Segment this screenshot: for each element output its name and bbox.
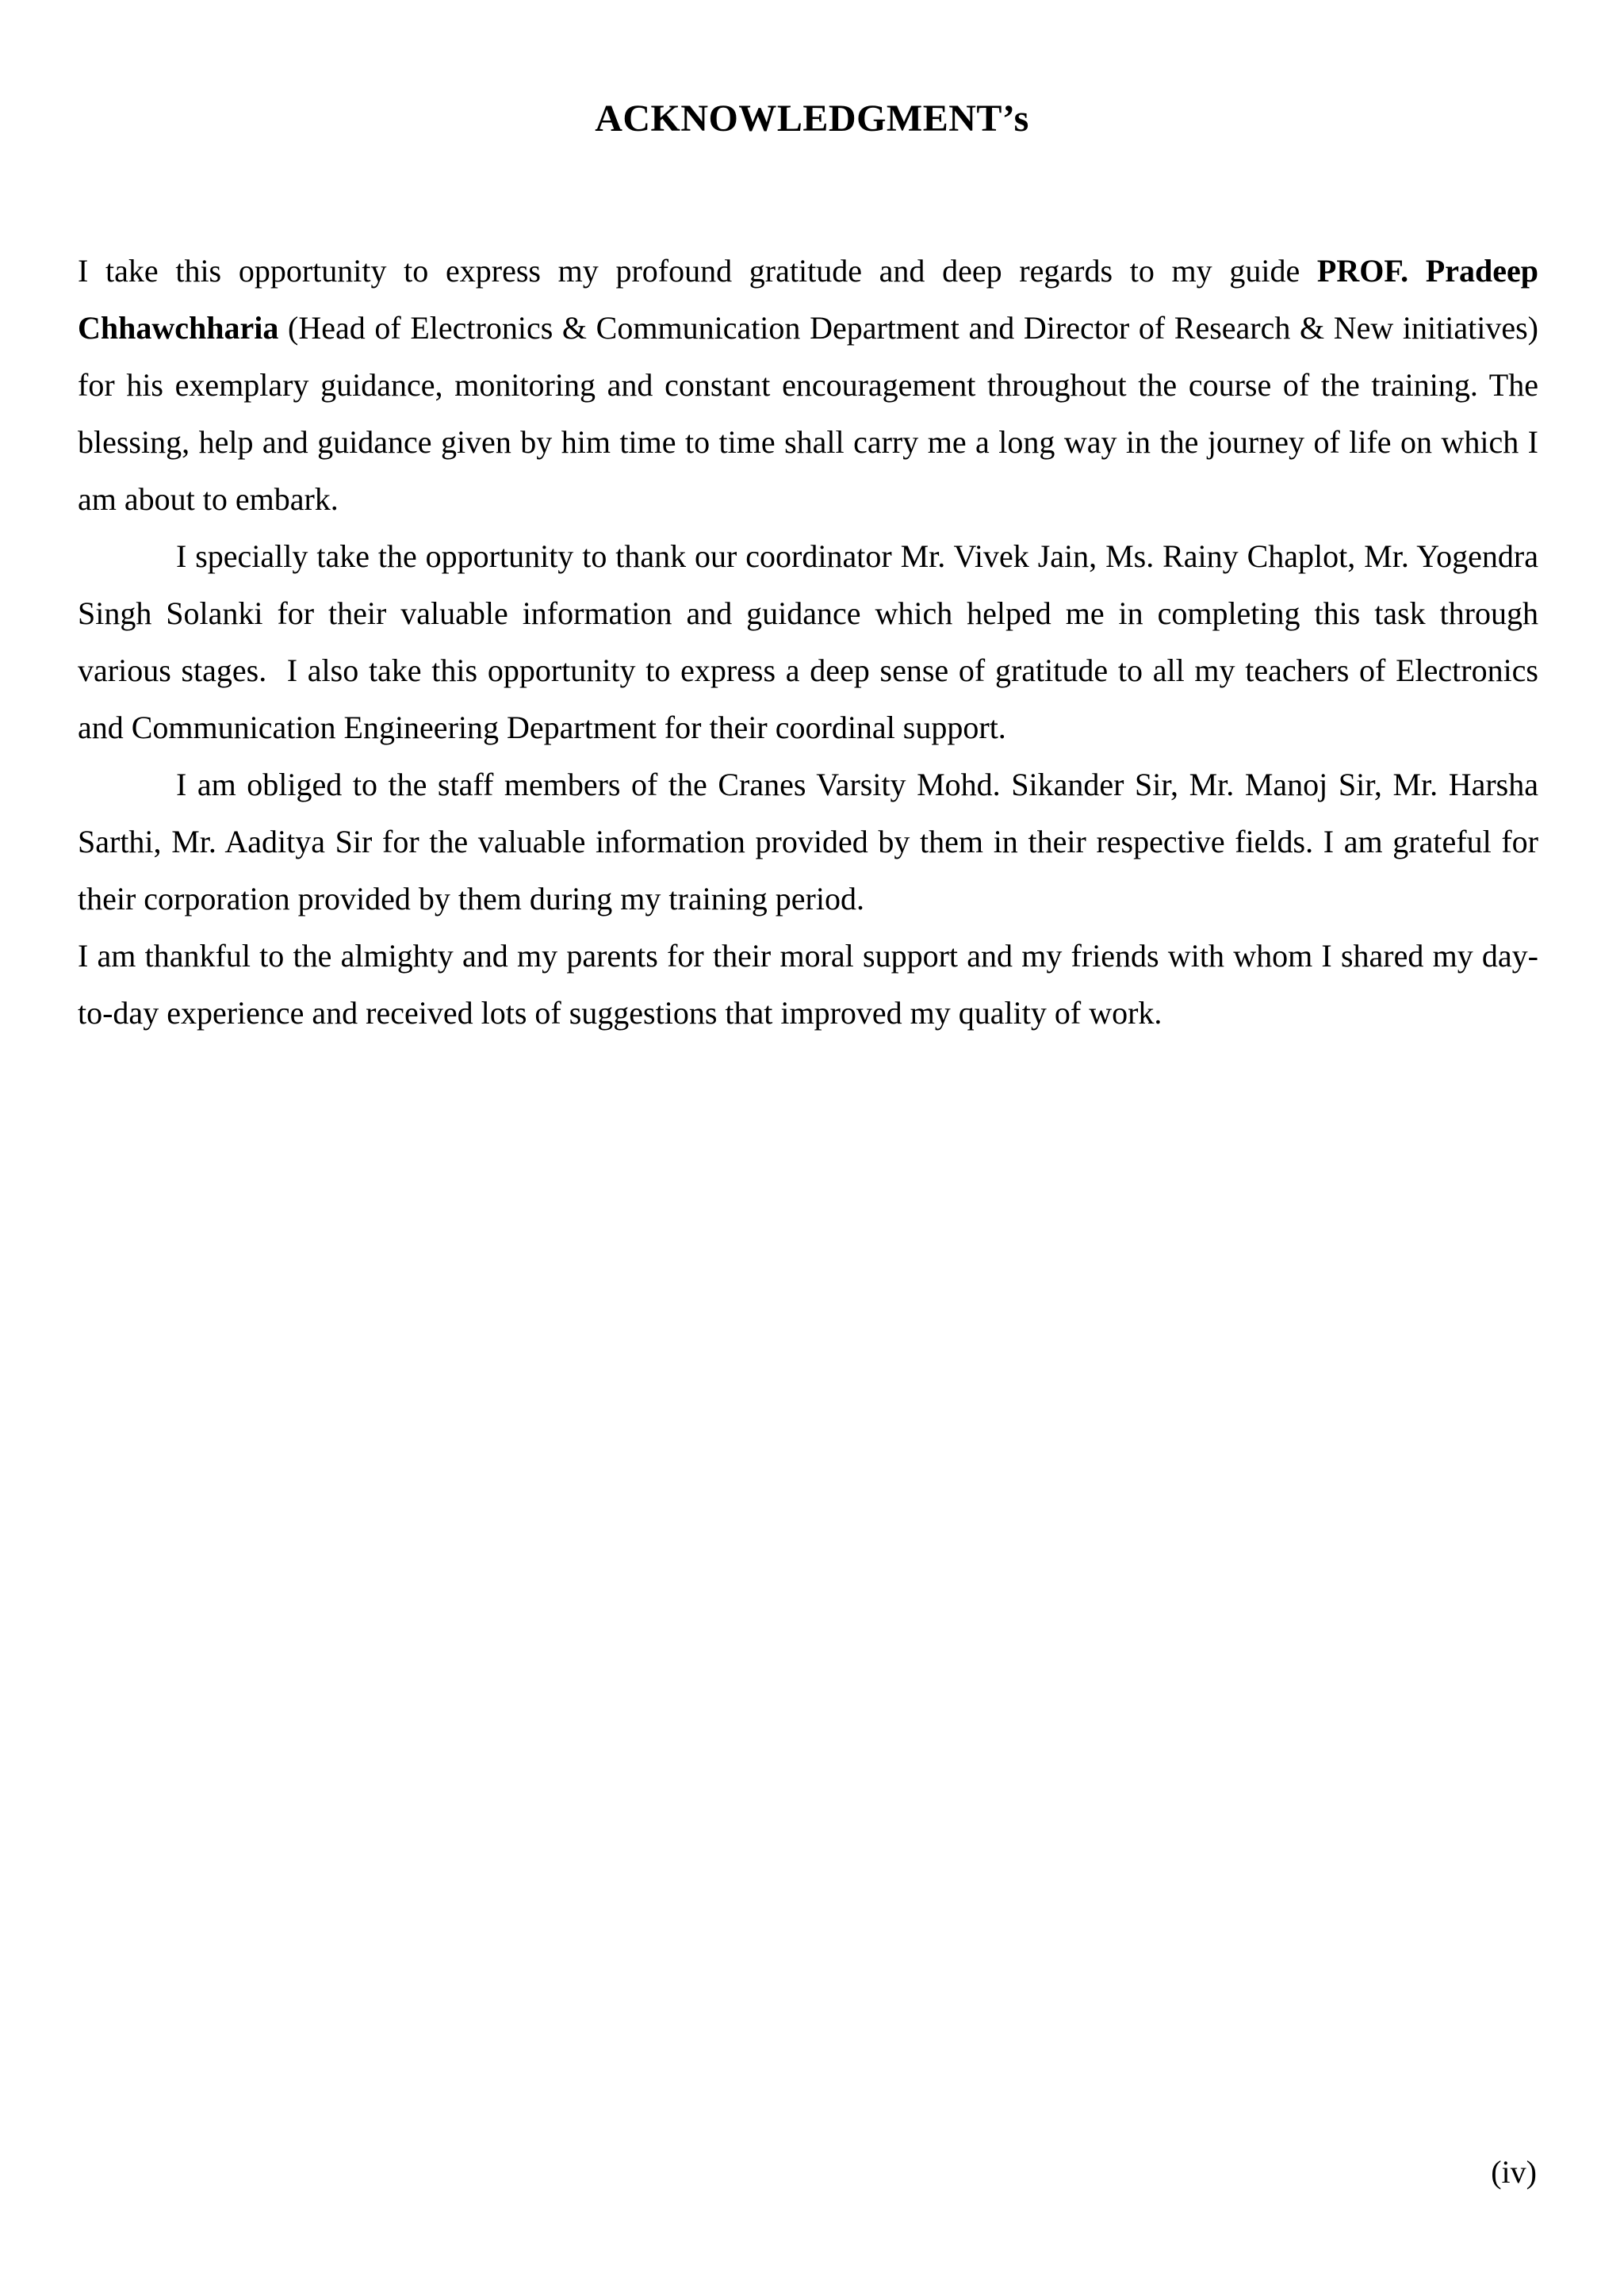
paragraph-staff: I am obliged to the staff members of the Cranes Varsity Mohd. Sikander Sir, Mr. Manoj Sir, Mr. Harsha Sarthi, Mr. Aaditya Sir for the valuable information provided by them in their respective fields. I am grateful for their corporation provided by them during my training period.: [78, 767, 1538, 916]
paragraph-guide: [78, 243, 1538, 528]
page-title: ACKNOWLEDGMENT’s: [595, 98, 1029, 140]
page-number: (iv): [1491, 2154, 1537, 2190]
paragraph-guide-text-before: I take this opportunity to express my profound gratitude and deep regards to my guide: [78, 253, 1317, 289]
paragraph-family: I am thankful to the almighty and my parents for their moral support and my friends with whom I shared my day-to-day experience and received lots of suggestions that improved my quality of work.: [78, 938, 1538, 1031]
paragraph-guide-text-after: (Head of Electronics & Communication Department and Director of Research & New initiatives) for his exemplary guidance, monitoring and constant encouragement throughout the course of the training. The blessing, help and guidance given by him time to time shall carry me a long way in the journey of life on which I am about to embark.: [78, 310, 1538, 517]
acknowledgment-body: [78, 243, 1538, 1042]
paragraph-coordinators: I specially take the opportunity to thank our coordinator Mr. Vivek Jain, Ms. Rainy Chaplot, Mr. Yogendra Singh Solanki for their valuable information and guidance which helped me in completing this task through various stages. I also take this opportunity to express a deep sense of gratitude to all my teachers of Electronics and Communication Engineering Department for their coordinal support.: [78, 538, 1538, 745]
guide-name: PROF. Pradeep Chhawchharia: [78, 253, 1538, 346]
